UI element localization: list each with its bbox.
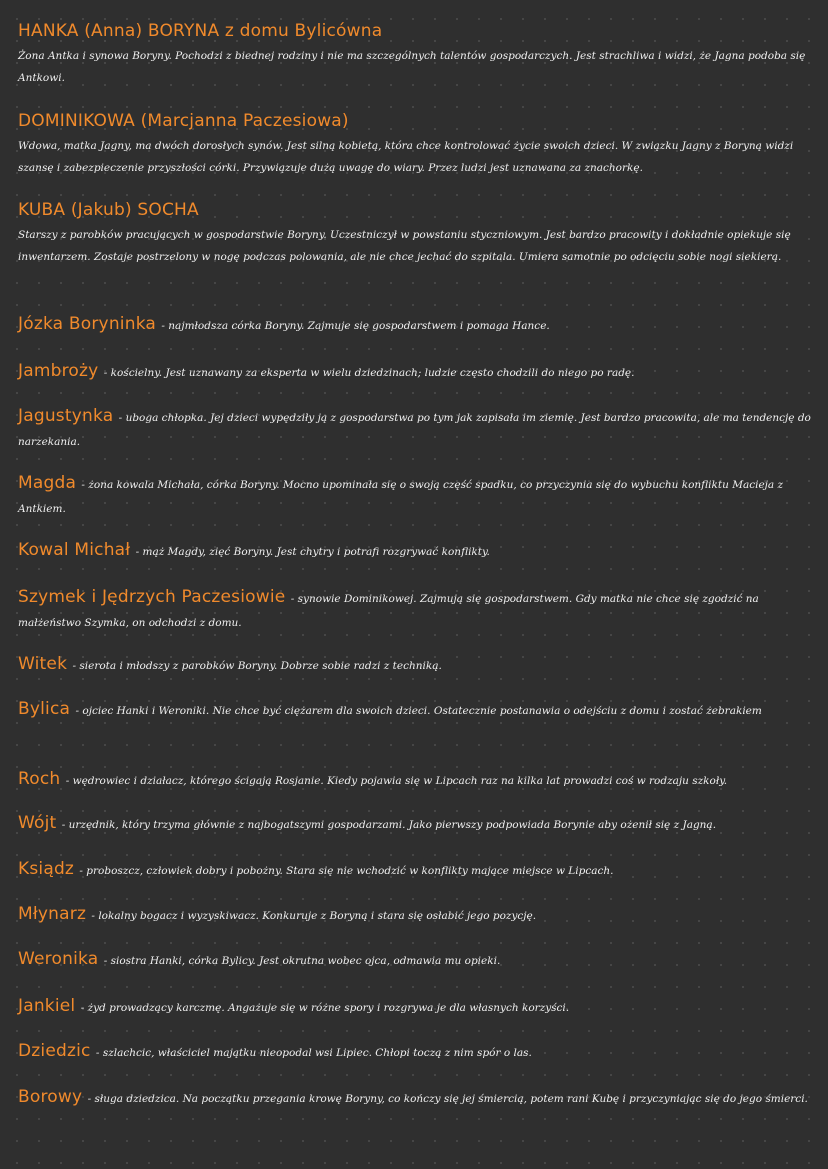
character-name: Borowy xyxy=(18,1087,83,1107)
character-name: Jagustynka xyxy=(18,406,114,426)
dash-separator: - xyxy=(77,1002,88,1014)
dash-separator: - xyxy=(158,320,169,332)
character-description: ojciec Hanki i Weroniki. Nie chce być ciężarem dla swoich dzieci. Ostatecznie postanawia o odejściu z domu i zostać żebrakiem xyxy=(82,705,762,717)
dash-separator: - xyxy=(72,705,83,717)
character-description: mąż Magdy, zięć Boryny. Jest chytry i potrafi rozgrywać konflikty. xyxy=(142,546,490,558)
character-description: uboga chłopka. Jej dzieci wypędziły ją z gospodarstwa po tym jak zapisała im ziemię. Jest bardzo pracowita, ale ma tendencję do narzekania. xyxy=(18,412,811,448)
character-entry xyxy=(18,948,814,972)
character-name: Wójt xyxy=(18,813,57,833)
character-description: żyd prowadzący karczmę. Angażuje się w różne spory i rozgrywa je dla własnych korzyści. xyxy=(87,1002,570,1014)
character-description: proboszcz, człowiek dobry i pobożny. Stara się nie wchodzić w konflikty mające miejsce w Lipcach. xyxy=(86,865,614,877)
character-name: Dziedzic xyxy=(18,1041,91,1061)
character-description: sierota i młodszy z parobków Boryny. Dobrze sobie radzi z techniką. xyxy=(79,660,442,672)
character-description: kościelny. Jest uznawany za eksperta w wielu dziedzinach; ludzie często chodzili do niego po radę. xyxy=(110,367,635,379)
character-name: Szymek i Jędrzych Paczesiowie xyxy=(18,587,286,607)
dash-separator: - xyxy=(115,412,126,424)
character-entry xyxy=(18,313,814,337)
dash-separator: - xyxy=(76,865,87,877)
character-entry xyxy=(18,903,814,927)
character-description: szlachcic, właściciel majątku nieopodal wsi Lipiec. Chłopi toczą z nim spór o las. xyxy=(102,1047,532,1059)
dash-separator: - xyxy=(62,775,73,787)
character-entry xyxy=(18,653,814,677)
character-name: KUBA (Jakub) SOCHA xyxy=(18,200,199,220)
character-description: żona kowala Michała, córka Boryny. Mocno upominała się o swoją część spadku, co przyczynia się do wybuchu konfliktu Macieja z Antkiem. xyxy=(18,479,784,515)
character-entry xyxy=(18,109,814,179)
character-entry xyxy=(18,995,814,1019)
character-entry xyxy=(18,768,814,792)
character-description: lokalny bogacz i wyzyskiwacz. Konkuruje z Boryną i stara się osłabić jego pozycję. xyxy=(98,910,537,922)
character-name: HANKA (Anna) BORYNA z domu Bylicówna xyxy=(18,21,383,41)
character-name: Roch xyxy=(18,769,61,789)
character-name: DOMINIKOWA (Marcjanna Paczesiowa) xyxy=(18,111,349,131)
character-description: siostra Hanki, córka Bylicy. Jest okrutna wobec ojca, odmawia mu opieki. xyxy=(110,955,501,967)
character-entry xyxy=(18,405,814,453)
character-name: Kowal Michał xyxy=(18,540,131,560)
dash-separator: - xyxy=(132,546,143,558)
character-name: Józka Boryninka xyxy=(18,314,157,334)
character-name: Jambroży xyxy=(18,361,99,381)
dash-separator: - xyxy=(78,479,89,491)
character-description: Żona Antka i synowa Boryny. Pochodzi z biednej rodziny i nie ma szczególnych talentów gospodarczych. Jest strachliwa i widzi, że Jagna podoba się Antkowi. xyxy=(18,50,806,84)
character-description: Starszy z parobków pracujących w gospodarstwie Boryny. Uczestniczył w powstaniu styczniowym. Jest bardzo pracowity i dokładnie opiekuje się inwentarzem. Zostaje postrzelony w nogę podczas polowania, ale nie chce jechać do szpitala. Umiera samotnie po odcięciu sobie nogi siekierą. xyxy=(18,229,791,263)
character-entry xyxy=(18,698,814,722)
character-name: Witek xyxy=(18,654,68,674)
character-description: sługa dziedzica. Na początku przegania krowę Boryny, co kończy się jej śmiercią, potem rani Kubę i przyczyniając się do jego śmierci. xyxy=(94,1093,808,1105)
dash-separator: - xyxy=(84,1093,95,1105)
character-description: urzędnik, który trzyma głównie z najbogatszymi gospodarzami. Jako pierwszy podpowiada Borynie aby ożenił się z Jagną. xyxy=(68,819,717,831)
character-entry xyxy=(18,812,814,836)
character-name: Jankiel xyxy=(18,996,76,1016)
character-entry xyxy=(18,858,814,882)
dash-separator: - xyxy=(88,910,99,922)
dash-separator: - xyxy=(92,1047,103,1059)
character-name: Młynarz xyxy=(18,904,87,924)
character-name: Bylica xyxy=(18,699,71,719)
dash-separator: - xyxy=(58,819,69,831)
character-name: Ksiądz xyxy=(18,859,75,879)
dash-separator: - xyxy=(100,955,111,967)
character-name: Weronika xyxy=(18,949,99,969)
character-entry xyxy=(18,586,814,634)
character-entry xyxy=(18,198,814,268)
character-entry xyxy=(18,19,814,89)
character-description: najmłodsza córka Boryny. Zajmuje się gospodarstwem i pomaga Hance. xyxy=(168,320,550,332)
dash-separator: - xyxy=(100,367,111,379)
character-entry xyxy=(18,360,814,384)
character-entry xyxy=(18,472,814,520)
character-name: Magda xyxy=(18,473,77,493)
character-description: Wdowa, matka Jagny, ma dwóch dorosłych synów. Jest silną kobietą, która chce kontrolować życie swoich dzieci. W związku Jagny z Boryną widzi szansę i zabezpieczenie przyszłości córki. Przywiązuje dużą uwagę do wiary. Przez ludzi jest uznawana za znachorkę. xyxy=(18,140,794,174)
dash-separator: - xyxy=(287,593,298,605)
dash-separator: - xyxy=(69,660,80,672)
character-entry xyxy=(18,1040,814,1064)
character-description: synowie Dominikowej. Zajmują się gospodarstwem. Gdy matka nie chce się zgodzić na małżeństwo Szymka, on odchodzi z domu. xyxy=(18,593,759,629)
character-entry xyxy=(18,539,814,563)
character-description: wędrowiec i działacz, którego ścigają Rosjanie. Kiedy pojawia się w Lipcach raz na kilka lat prowadzi coś w rodzaju szkoły. xyxy=(72,775,728,787)
character-entry xyxy=(18,1086,814,1110)
